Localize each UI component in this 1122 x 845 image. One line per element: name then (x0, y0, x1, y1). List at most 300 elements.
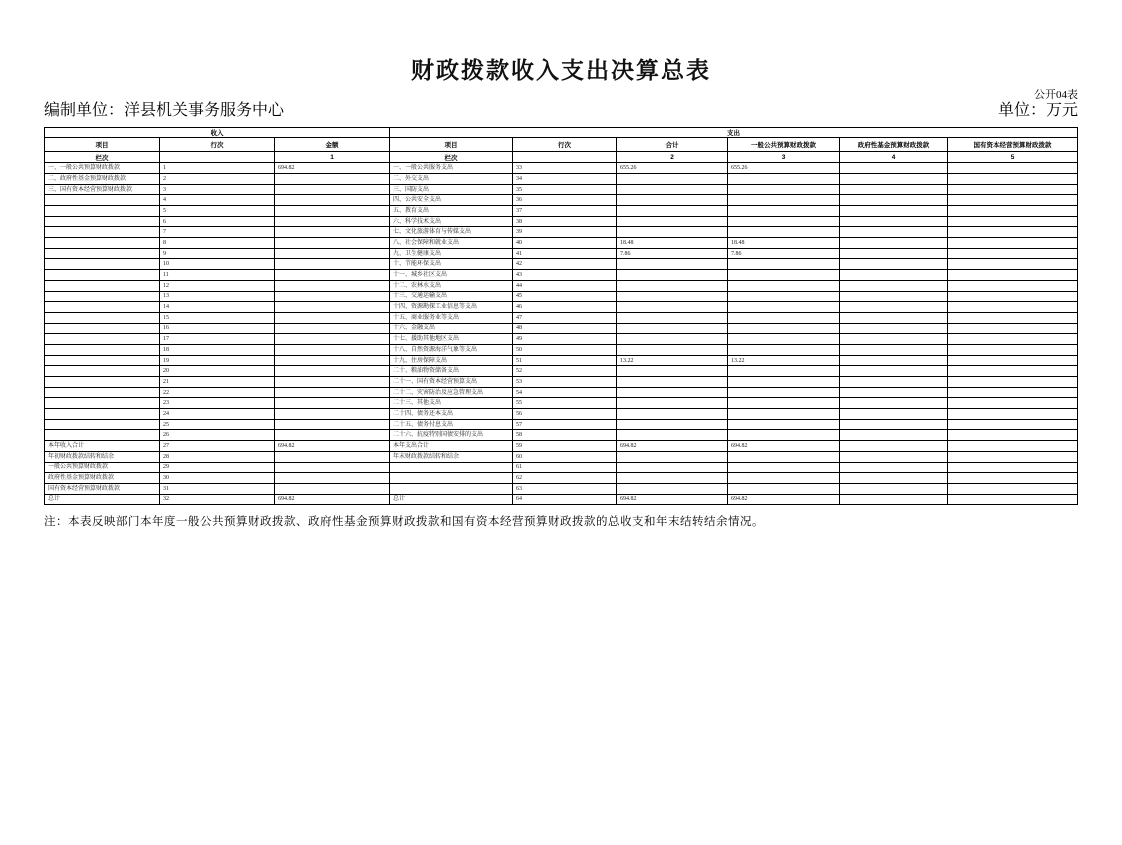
meta-line (44, 101, 1078, 120)
table-cell (275, 323, 390, 334)
table-cell: 51 (513, 355, 617, 366)
expenditure-section-header: 支出 (390, 128, 1078, 138)
table-cell (45, 430, 160, 441)
table-cell (840, 398, 948, 409)
table-cell (617, 195, 728, 206)
column-index-row (45, 152, 1078, 163)
table-row (45, 377, 1078, 388)
table-row (45, 323, 1078, 334)
table-cell (728, 409, 840, 420)
table-cell (840, 344, 948, 355)
table-cell: 8 (160, 238, 275, 249)
table-cell: 694.82 (617, 494, 728, 505)
table-cell (948, 334, 1078, 345)
table-cell (45, 355, 160, 366)
table-cell: 十八、自然资源海洋气象等支出 (390, 344, 513, 355)
table-row (45, 163, 1078, 174)
table-cell (617, 366, 728, 377)
table-cell: 9 (160, 248, 275, 259)
table-cell: 27 (160, 441, 275, 452)
table-cell (728, 173, 840, 184)
table-cell (948, 291, 1078, 302)
table-row (45, 248, 1078, 259)
table-cell: 15 (160, 312, 275, 323)
table-cell: 694.82 (728, 494, 840, 505)
table-cell: 3 (160, 184, 275, 195)
table-cell (45, 409, 160, 420)
table-cell: 二十五、债务付息支出 (390, 419, 513, 430)
table-cell (948, 344, 1078, 355)
table-cell (728, 483, 840, 494)
table-body (45, 163, 1078, 505)
table-cell (948, 323, 1078, 334)
table-cell (390, 483, 513, 494)
page-title: 财政拨款收入支出决算总表 (411, 57, 711, 83)
table-cell (948, 473, 1078, 484)
table-cell (840, 248, 948, 259)
table-cell: 48 (513, 323, 617, 334)
table-cell (948, 483, 1078, 494)
table-cell (948, 184, 1078, 195)
table-cell: 十四、资源勘探工业信息等支出 (390, 302, 513, 313)
table-cell (840, 494, 948, 505)
table-cell (617, 323, 728, 334)
table-cell: 60 (513, 451, 617, 462)
table-row (45, 334, 1078, 345)
table-row (45, 462, 1078, 473)
table-cell (45, 387, 160, 398)
table-cell (840, 270, 948, 281)
table-cell (948, 238, 1078, 249)
table-cell (275, 280, 390, 291)
table-cell: 一、一般公共预算财政拨款 (45, 163, 160, 174)
table-cell (840, 451, 948, 462)
table-cell: 44 (513, 280, 617, 291)
table-row (45, 387, 1078, 398)
table-cell: 19 (160, 355, 275, 366)
table-cell (275, 355, 390, 366)
table-cell: 总计 (45, 494, 160, 505)
table-cell (275, 462, 390, 473)
table-cell: 7 (160, 227, 275, 238)
table-cell: 40 (513, 238, 617, 249)
table-cell: 5 (160, 206, 275, 217)
table-cell: 一般公共预算财政拨款 (45, 462, 160, 473)
table-cell (45, 323, 160, 334)
table-cell (948, 259, 1078, 270)
table-cell: 61 (513, 462, 617, 473)
column-index-3: 3 (728, 152, 840, 163)
table-cell: 四、公共安全支出 (390, 195, 513, 206)
table-cell (275, 483, 390, 494)
table-cell: 本年收入合计 (45, 441, 160, 452)
table-row (45, 280, 1078, 291)
table-cell (45, 280, 160, 291)
table-row (45, 302, 1078, 313)
table-cell (275, 173, 390, 184)
table-row (45, 195, 1078, 206)
table-cell (617, 291, 728, 302)
table-cell: 694.82 (728, 441, 840, 452)
table-row (45, 312, 1078, 323)
table-cell: 694.82 (275, 494, 390, 505)
table-cell (948, 248, 1078, 259)
table-cell (840, 259, 948, 270)
table-row (45, 291, 1078, 302)
table-cell: 38 (513, 216, 617, 227)
table-cell: 10 (160, 259, 275, 270)
table-row (45, 398, 1078, 409)
gov-fund-budget-header: 政府性基金预算财政拨款 (840, 138, 948, 152)
table-cell: 十五、商业服务业等支出 (390, 312, 513, 323)
table-cell: 26 (160, 430, 275, 441)
table-cell: 20 (160, 366, 275, 377)
table-cell (840, 419, 948, 430)
table-cell (948, 216, 1078, 227)
table-cell (728, 377, 840, 388)
table-cell (617, 483, 728, 494)
table-cell: 43 (513, 270, 617, 281)
table-cell (840, 366, 948, 377)
table-row (45, 451, 1078, 462)
table-cell (840, 483, 948, 494)
table-row (45, 206, 1078, 217)
table-cell (840, 195, 948, 206)
footnote: 注：本表反映部门本年度一般公共预算财政拨款、政府性基金预算财政拨款和国有资本经营预算财政拨款的总收支和年末结转结余情况。 (44, 516, 764, 529)
table-cell (948, 195, 1078, 206)
table-row (45, 409, 1078, 420)
table-cell (275, 259, 390, 270)
table-cell: 十二、农林水支出 (390, 280, 513, 291)
unit-of-measure-label: 单位：万元 (997, 102, 1078, 120)
table-row (45, 483, 1078, 494)
table-cell (728, 206, 840, 217)
table-cell: 11 (160, 270, 275, 281)
table-cell: 32 (160, 494, 275, 505)
table-row (45, 366, 1078, 377)
table-cell (728, 312, 840, 323)
table-cell: 64 (513, 494, 617, 505)
table-cell (617, 344, 728, 355)
table-cell (728, 323, 840, 334)
table-cell (617, 216, 728, 227)
table-cell (275, 270, 390, 281)
table-cell: 七、文化旅游体育与传媒支出 (390, 227, 513, 238)
table-cell (390, 473, 513, 484)
table-cell: 1 (160, 163, 275, 174)
table-cell (728, 216, 840, 227)
table-cell: 18 (160, 344, 275, 355)
table-cell: 34 (513, 173, 617, 184)
table-cell (617, 398, 728, 409)
table-cell (840, 323, 948, 334)
table-cell (728, 334, 840, 345)
table-cell: 六、科学技术支出 (390, 216, 513, 227)
table-row (45, 184, 1078, 195)
table-cell: 21 (160, 377, 275, 388)
column-index-2: 2 (617, 152, 728, 163)
table-row (45, 238, 1078, 249)
income-section-header: 收入 (45, 128, 390, 138)
table-cell (45, 227, 160, 238)
table-cell (275, 227, 390, 238)
table-cell (840, 216, 948, 227)
expenditure-column-index-label: 栏次 (390, 152, 513, 163)
table-cell: 50 (513, 344, 617, 355)
table-cell (728, 344, 840, 355)
table-cell (275, 248, 390, 259)
table-cell: 7.86 (617, 248, 728, 259)
table-cell: 八、社会保障和就业支出 (390, 238, 513, 249)
table-cell: 总计 (390, 494, 513, 505)
blank-header-cell (513, 152, 617, 163)
table-cell: 二、政府性基金预算财政拨款 (45, 173, 160, 184)
table-cell: 十三、交通运输支出 (390, 291, 513, 302)
table-cell (840, 173, 948, 184)
table-cell: 二十六、抗疫特别国债安排的支出 (390, 430, 513, 441)
table-cell: 22 (160, 387, 275, 398)
income-column-index-label: 栏次 (45, 152, 160, 163)
table-cell: 57 (513, 419, 617, 430)
table-cell: 47 (513, 312, 617, 323)
table-cell (617, 462, 728, 473)
table-cell (617, 377, 728, 388)
table-cell (840, 312, 948, 323)
table-cell (840, 441, 948, 452)
table-cell (275, 366, 390, 377)
table-cell (617, 451, 728, 462)
section-header-row (45, 128, 1078, 138)
table-cell (728, 259, 840, 270)
table-cell (948, 206, 1078, 217)
table-cell: 63 (513, 483, 617, 494)
column-index-4: 4 (840, 152, 948, 163)
table-cell (617, 419, 728, 430)
table-cell (617, 334, 728, 345)
column-index-5: 5 (948, 152, 1078, 163)
table-cell (275, 473, 390, 484)
table-cell (275, 184, 390, 195)
table-cell (275, 377, 390, 388)
table-cell: 45 (513, 291, 617, 302)
table-cell (617, 409, 728, 420)
table-cell (728, 462, 840, 473)
table-cell (840, 387, 948, 398)
table-cell (617, 312, 728, 323)
expenditure-total-header: 合计 (617, 138, 728, 152)
table-cell: 13.22 (617, 355, 728, 366)
table-cell (948, 312, 1078, 323)
income-amount-header: 金额 (275, 138, 390, 152)
table-cell: 国有资本经营预算财政拨款 (45, 483, 160, 494)
table-cell (728, 184, 840, 195)
table-cell (840, 355, 948, 366)
table-cell (948, 430, 1078, 441)
table-cell (45, 398, 160, 409)
table-cell: 13.22 (728, 355, 840, 366)
table-cell: 三、国有资本经营预算财政拨款 (45, 184, 160, 195)
table-cell (45, 344, 160, 355)
table-cell (948, 398, 1078, 409)
table-cell: 41 (513, 248, 617, 259)
table-cell (840, 462, 948, 473)
table-cell: 十九、住房保障支出 (390, 355, 513, 366)
table-cell: 十六、金融支出 (390, 323, 513, 334)
table-cell: 二十四、债务还本支出 (390, 409, 513, 420)
table-cell (275, 334, 390, 345)
table-cell (948, 227, 1078, 238)
table-cell (728, 387, 840, 398)
expenditure-line-header: 行次 (513, 138, 617, 152)
table-cell (728, 451, 840, 462)
table-cell (275, 312, 390, 323)
table-cell: 本年支出合计 (390, 441, 513, 452)
fiscal-appropriation-table (44, 127, 1078, 505)
table-cell (275, 291, 390, 302)
table-cell: 17 (160, 334, 275, 345)
table-cell (45, 216, 160, 227)
table-cell (617, 206, 728, 217)
table-cell (948, 462, 1078, 473)
table-cell: 十、节能环保支出 (390, 259, 513, 270)
table-cell (840, 409, 948, 420)
table-cell: 4 (160, 195, 275, 206)
table-cell: 二、外交支出 (390, 173, 513, 184)
table-cell (45, 248, 160, 259)
table-cell (948, 280, 1078, 291)
page (0, 52, 1122, 529)
table-cell: 39 (513, 227, 617, 238)
table-cell (617, 280, 728, 291)
table-cell: 694.82 (275, 441, 390, 452)
table-row (45, 173, 1078, 184)
table-cell (45, 291, 160, 302)
table-cell (948, 163, 1078, 174)
table-cell (948, 377, 1078, 388)
table-cell (617, 387, 728, 398)
table-cell: 二十三、其他支出 (390, 398, 513, 409)
table-cell (728, 280, 840, 291)
table-cell: 6 (160, 216, 275, 227)
table-cell: 33 (513, 163, 617, 174)
table-cell: 25 (160, 419, 275, 430)
table-cell (617, 259, 728, 270)
table-cell (840, 430, 948, 441)
table-cell (275, 409, 390, 420)
table-cell (617, 473, 728, 484)
table-cell (840, 227, 948, 238)
table-cell: 29 (160, 462, 275, 473)
table-cell (45, 312, 160, 323)
table-cell (45, 206, 160, 217)
table-cell: 49 (513, 334, 617, 345)
table-row (45, 355, 1078, 366)
table-cell (840, 280, 948, 291)
table-cell (275, 195, 390, 206)
table-cell: 2 (160, 173, 275, 184)
table-code: 公开04表 (1034, 89, 1078, 101)
table-cell: 42 (513, 259, 617, 270)
table-cell (275, 216, 390, 227)
table-row (45, 259, 1078, 270)
table-cell: 18.48 (728, 238, 840, 249)
table-cell: 十一、城乡社区支出 (390, 270, 513, 281)
table-cell: 59 (513, 441, 617, 452)
table-cell: 16 (160, 323, 275, 334)
table-cell (45, 366, 160, 377)
table-cell (275, 398, 390, 409)
table-cell (275, 206, 390, 217)
table-cell (617, 184, 728, 195)
table-row (45, 430, 1078, 441)
table-cell (275, 430, 390, 441)
table-cell (948, 409, 1078, 420)
general-budget-header: 一般公共预算财政拨款 (728, 138, 840, 152)
table-cell: 二十一、国有资本经营预算支出 (390, 377, 513, 388)
table-cell (45, 302, 160, 313)
table-cell (45, 259, 160, 270)
table-cell (948, 302, 1078, 313)
table-cell: 35 (513, 184, 617, 195)
table-cell (948, 173, 1078, 184)
table-cell (840, 184, 948, 195)
income-item-header: 项目 (45, 138, 160, 152)
table-cell (728, 430, 840, 441)
table-cell: 13 (160, 291, 275, 302)
table-cell: 二十、粮油物资储备支出 (390, 366, 513, 377)
table-cell (728, 227, 840, 238)
table-cell (275, 302, 390, 313)
table-cell (948, 441, 1078, 452)
table-cell: 三、国防支出 (390, 184, 513, 195)
blank-header-cell (160, 152, 275, 163)
table-cell: 55 (513, 398, 617, 409)
table-cell (948, 366, 1078, 377)
table-row (45, 216, 1078, 227)
table-cell: 二十二、灾害防治及应急管理支出 (390, 387, 513, 398)
table-cell (617, 430, 728, 441)
table-cell: 23 (160, 398, 275, 409)
table-cell (948, 494, 1078, 505)
table-cell: 14 (160, 302, 275, 313)
table-cell (728, 419, 840, 430)
table-cell (275, 344, 390, 355)
table-row (45, 270, 1078, 281)
table-cell: 62 (513, 473, 617, 484)
table-cell: 46 (513, 302, 617, 313)
table-cell (840, 302, 948, 313)
table-cell: 30 (160, 473, 275, 484)
table-cell: 694.82 (617, 441, 728, 452)
table-cell (840, 334, 948, 345)
table-cell (275, 238, 390, 249)
table-cell (948, 419, 1078, 430)
table-cell (840, 473, 948, 484)
column-index-1: 1 (275, 152, 390, 163)
column-header-row (45, 138, 1078, 152)
table-cell (948, 270, 1078, 281)
prepared-by-label: 编制单位：洋县机关事务服务中心 (44, 102, 285, 120)
table-cell (45, 270, 160, 281)
table-cell (275, 451, 390, 462)
table-cell (840, 377, 948, 388)
state-capital-budget-header: 国有资本经营预算财政拨款 (948, 138, 1078, 152)
table-cell: 7.86 (728, 248, 840, 259)
table-row (45, 227, 1078, 238)
table-cell (728, 195, 840, 206)
expenditure-item-header: 项目 (390, 138, 513, 152)
table-cell (617, 173, 728, 184)
